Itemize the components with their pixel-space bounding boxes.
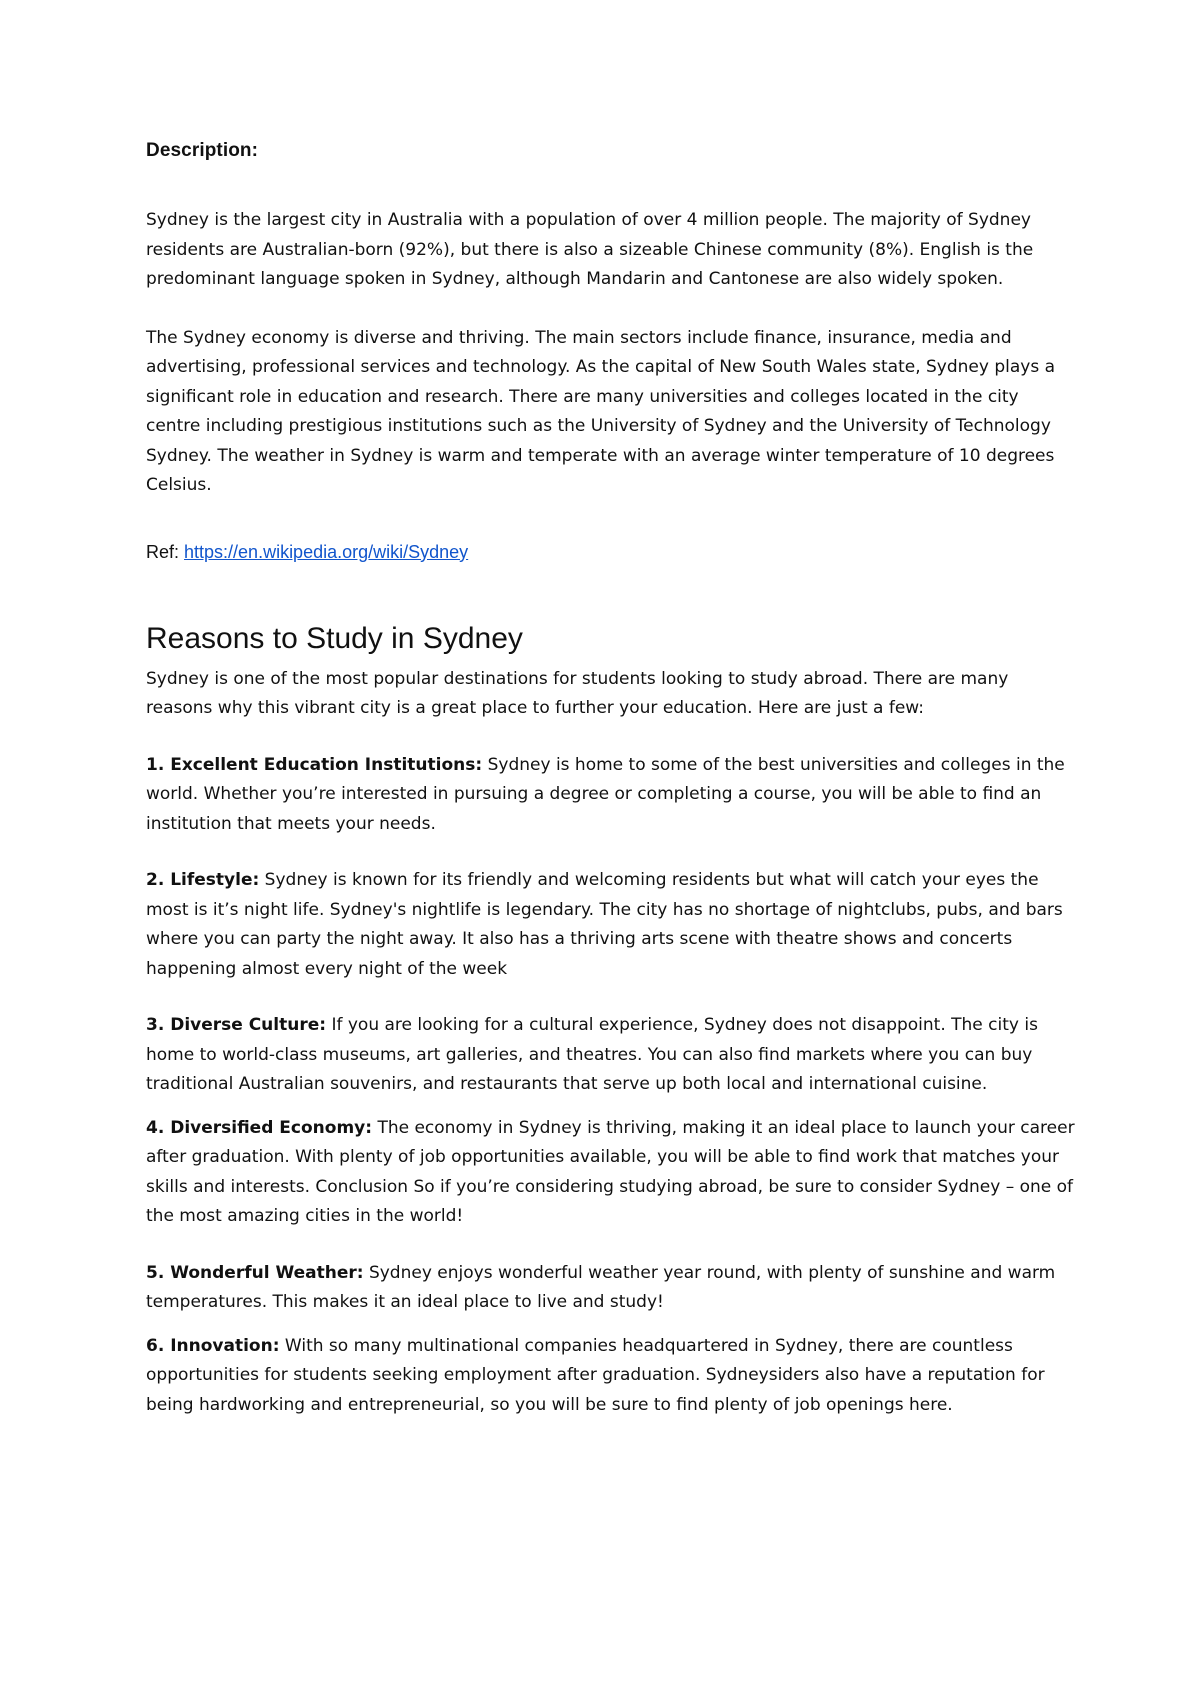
reason-title: 6. Innovation: bbox=[146, 1335, 280, 1356]
reason-title: 5. Wonderful Weather: bbox=[146, 1262, 364, 1283]
reason-item-education bbox=[146, 751, 1076, 840]
reason-text: Sydney is home to some of the best universities and colleges in the world. Whether you’re interested in pursuing a degree or completing a course, you will be able to find an institution that meets your needs. bbox=[146, 754, 1065, 834]
reason-title: 2. Lifestyle: bbox=[146, 870, 260, 890]
reason-item-economy bbox=[146, 1114, 1076, 1232]
reason-text: Sydney is known for its friendly and welcoming residents but what will catch your eyes the most is it’s night life. Sydney's nightlife is legendary. The city has no shortage of nightclubs, pubs, and bars where you can party the night away. It also has a thriving arts scene with theatre shows and concerts happening almost every night of the week bbox=[146, 870, 1063, 979]
description-paragraph-economy: The Sydney economy is diverse and thriving. The main sectors include finance, insurance, media and advertising, professional services and technology. As the capital of New South Wales state, Sydney plays a significant role in education and research. There are many universities and colleges located in the city centre including prestigious institutions such as the University of Sydney and the University of Technology Sydney. The weather in Sydney is warm and temperate with an average winter temperature of 10 degrees Celsius. bbox=[146, 327, 1056, 495]
reason-item-innovation bbox=[146, 1332, 1076, 1421]
reasons-heading: Reasons to Study in Sydney bbox=[146, 621, 523, 655]
reason-text: Sydney enjoys wonderful weather year round, with plenty of sunshine and warm temperatures. This makes it an ideal place to live and study! bbox=[146, 1262, 1056, 1312]
reason-title: 4. Diversified Economy: bbox=[146, 1117, 373, 1138]
reason-text: The economy in Sydney is thriving, making it an ideal place to launch your career after graduation. With plenty of job opportunities available, you will be able to find work that matches your skills and interests. Conclusion So if you’re considering studying abroad, be sure to consider Sydney – one of the most amazing cities in the world! bbox=[146, 1117, 1075, 1226]
reason-text: With so many multinational companies headquartered in Sydney, there are countless opportunities for students seeking employment after graduation. Sydneysiders also have a reputation for being hardworking and entrepreneurial, so you will be sure to find plenty of job openings here. bbox=[146, 1335, 1045, 1415]
description-paragraph-population: Sydney is the largest city in Australia with a population of over 4 million people. The majority of Sydney residents are Australian-born (92%), but there is also a sizeable Chinese community (8%). English is the predominant language spoken in Sydney, although Mandarin and Cantonese are also widely spoken. bbox=[146, 210, 1034, 289]
reference-label: Ref: bbox=[146, 541, 185, 562]
document-page bbox=[146, 140, 1076, 1420]
reason-item-weather bbox=[146, 1259, 1076, 1318]
reason-text: If you are looking for a cultural experience, Sydney does not disappoint. The city is home to world-class museums, art galleries, and theatres. You can also find markets where you can buy traditional Australian souvenirs, and restaurants that serve up both local and international cuisine. bbox=[146, 1015, 1038, 1094]
reason-item-lifestyle bbox=[146, 866, 1076, 984]
reasons-intro: Sydney is one of the most popular destinations for students looking to study abroad. There are many reasons why this vibrant city is a great place to further your education. Here are just a few: bbox=[146, 668, 1009, 718]
reason-title: 1. Excellent Education Institutions: bbox=[146, 754, 483, 775]
reference-line bbox=[146, 542, 1076, 563]
reference-link[interactable]: https://en.wikipedia.org/wiki/Sydney bbox=[184, 541, 469, 562]
reason-item-culture bbox=[146, 1011, 1076, 1100]
reason-title: 3. Diverse Culture: bbox=[146, 1015, 327, 1035]
description-label: Description: bbox=[146, 140, 259, 161]
